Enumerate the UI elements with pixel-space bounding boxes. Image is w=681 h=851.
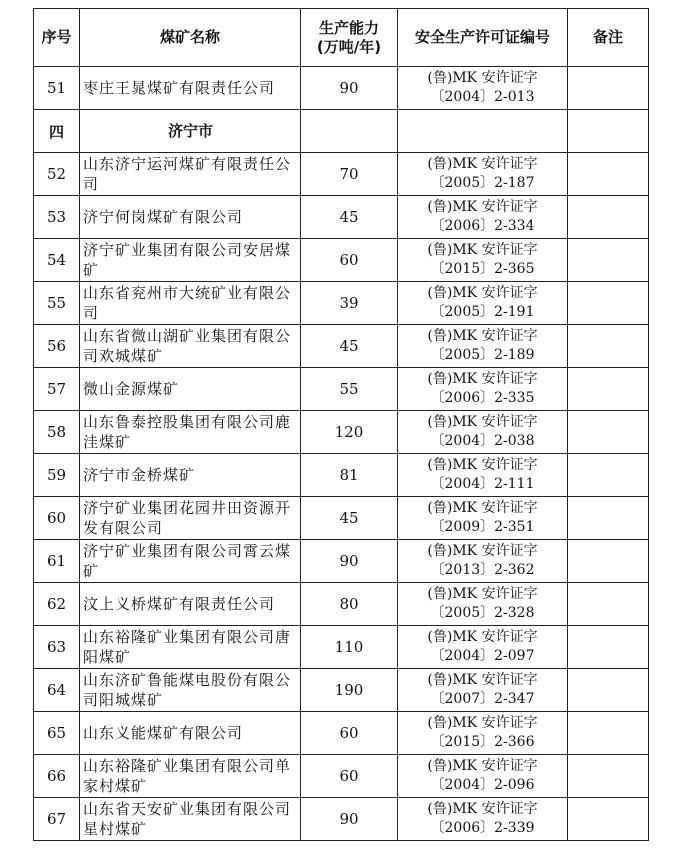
row-license [398,454,568,497]
row-license-line2: 〔2004〕2-038 [430,433,535,449]
row-note [568,755,649,798]
row-capacity: 55 [301,368,398,411]
row-license [398,153,568,196]
row-capacity: 120 [301,411,398,454]
row-license-line2: 〔2006〕2-335 [430,390,535,406]
row-capacity: 110 [301,626,398,669]
section-no: 四 [34,110,80,153]
section-row [34,110,649,153]
row-no: 67 [34,798,80,841]
row-note [568,497,649,540]
row-license-line1: (鲁)MK 安许证字 [427,629,538,645]
row-capacity: 70 [301,153,398,196]
row-license [398,798,568,841]
row-capacity: 45 [301,196,398,239]
row-no: 57 [34,368,80,411]
header-note: 备注 [568,9,649,67]
row-name: 山东裕隆矿业集团有限公司唐阳煤矿 [80,626,301,669]
row-name: 济宁矿业集团有限公司安居煤矿 [80,239,301,282]
row-name: 山东济矿鲁能煤电股份有限公司阳城煤矿 [80,669,301,712]
row-license-line1: (鲁)MK 安许证字 [427,715,538,731]
row-license [398,712,568,755]
section-license [398,110,568,153]
row-no: 58 [34,411,80,454]
row-no: 62 [34,583,80,626]
row-license-line1: (鲁)MK 安许证字 [427,500,538,516]
row-name: 山东鲁泰控股集团有限公司鹿洼煤矿 [80,411,301,454]
row-license-line1: (鲁)MK 安许证字 [427,371,538,387]
row-license-line2: 〔2007〕2-347 [430,691,535,707]
table-row [34,454,649,497]
row-license-line1: (鲁)MK 安许证字 [427,758,538,774]
row-note [568,626,649,669]
row-license-line1: (鲁)MK 安许证字 [427,70,538,86]
row-note [568,67,649,110]
header-row [34,9,649,67]
table-body [34,67,649,841]
row-name: 汶上义桥煤矿有限责任公司 [80,583,301,626]
header-capacity-line1: 生产能力 [318,18,379,37]
row-note [568,411,649,454]
row-capacity: 45 [301,497,398,540]
row-license [398,755,568,798]
row-license-line1: (鲁)MK 安许证字 [427,414,538,430]
row-license [398,368,568,411]
row-license [398,67,568,110]
row-no: 63 [34,626,80,669]
row-license [398,239,568,282]
row-license-line1: (鲁)MK 安许证字 [427,457,538,473]
row-no: 51 [34,67,80,110]
row-license-line2: 〔2005〕2-191 [430,304,535,320]
row-no: 65 [34,712,80,755]
row-license-line1: (鲁)MK 安许证字 [427,242,538,258]
header-capacity-line2: (万吨/年) [316,37,382,56]
row-capacity: 90 [301,67,398,110]
row-name: 枣庄王晁煤矿有限责任公司 [80,67,301,110]
section-capacity [301,110,398,153]
row-license [398,540,568,583]
table-row [34,798,649,841]
row-name: 山东义能煤矿有限公司 [80,712,301,755]
table-row [34,239,649,282]
row-license [398,196,568,239]
row-license [398,282,568,325]
row-license-line2: 〔2005〕2-189 [430,347,535,363]
table-row [34,540,649,583]
row-capacity: 60 [301,239,398,282]
row-capacity: 190 [301,669,398,712]
row-name: 济宁市金桥煤矿 [80,454,301,497]
row-no: 61 [34,540,80,583]
row-no: 64 [34,669,80,712]
row-no: 60 [34,497,80,540]
row-license-line1: (鲁)MK 安许证字 [427,586,538,602]
row-license-line1: (鲁)MK 安许证字 [427,543,538,559]
row-license [398,411,568,454]
row-no: 53 [34,196,80,239]
row-license-line2: 〔2004〕2-096 [430,777,535,793]
row-license-line2: 〔2006〕2-334 [430,218,535,234]
table-row [34,583,649,626]
row-note [568,669,649,712]
row-note [568,368,649,411]
row-license-line1: (鲁)MK 安许证字 [427,801,538,817]
row-name: 山东省兖州市大统矿业有限公司 [80,282,301,325]
row-no: 56 [34,325,80,368]
row-capacity: 80 [301,583,398,626]
row-license-line1: (鲁)MK 安许证字 [427,156,538,172]
row-name: 微山金源煤矿 [80,368,301,411]
row-license-line2: 〔2006〕2-339 [430,820,535,836]
table-row [34,626,649,669]
table-row [34,196,649,239]
row-note [568,798,649,841]
row-license-line1: (鲁)MK 安许证字 [427,672,538,688]
row-license [398,325,568,368]
row-note [568,712,649,755]
row-license-line1: (鲁)MK 安许证字 [427,285,538,301]
row-no: 66 [34,755,80,798]
row-note [568,239,649,282]
row-name: 山东省天安矿业集团有限公司星村煤矿 [80,798,301,841]
row-name: 山东省微山湖矿业集团有限公司欢城煤矿 [80,325,301,368]
row-license-line2: 〔2015〕2-366 [430,734,535,750]
section-note [568,110,649,153]
row-note [568,282,649,325]
section-name: 济宁市 [80,110,301,153]
row-note [568,583,649,626]
row-note [568,325,649,368]
row-license [398,669,568,712]
row-license-line2: 〔2009〕2-351 [430,519,535,535]
row-license-line2: 〔2005〕2-187 [430,175,535,191]
table-row [34,282,649,325]
table-row [34,497,649,540]
row-name: 济宁矿业集团有限公司霄云煤矿 [80,540,301,583]
table-row [34,325,649,368]
row-name: 山东济宁运河煤矿有限责任公司 [80,153,301,196]
row-license-line2: 〔2004〕2-111 [430,476,535,492]
row-note [568,196,649,239]
row-license [398,583,568,626]
row-no: 52 [34,153,80,196]
row-license-line2: 〔2004〕2-097 [430,648,535,664]
row-note [568,454,649,497]
row-license [398,497,568,540]
row-name: 济宁何岗煤矿有限公司 [80,196,301,239]
row-capacity: 60 [301,712,398,755]
table-row [34,411,649,454]
row-capacity: 90 [301,798,398,841]
table-row [34,755,649,798]
row-note [568,540,649,583]
row-license-line2: 〔2005〕2-328 [430,605,535,621]
row-name: 山东裕隆矿业集团有限公司单家村煤矿 [80,755,301,798]
row-name: 济宁矿业集团花园井田资源开发有限公司 [80,497,301,540]
row-license-line1: (鲁)MK 安许证字 [427,328,538,344]
row-no: 54 [34,239,80,282]
row-license [398,626,568,669]
table-row [34,712,649,755]
table-row [34,368,649,411]
row-note [568,153,649,196]
row-capacity: 81 [301,454,398,497]
table-row [34,67,649,110]
header-license: 安全生产许可证编号 [398,9,568,67]
row-no: 59 [34,454,80,497]
row-capacity: 45 [301,325,398,368]
row-capacity: 90 [301,540,398,583]
row-license-line2: 〔2004〕2-013 [430,89,535,105]
coal-mine-table [33,8,649,841]
header-capacity [301,9,398,67]
row-license-line2: 〔2013〕2-362 [430,562,535,578]
row-no: 55 [34,282,80,325]
row-capacity: 60 [301,755,398,798]
table-row [34,153,649,196]
header-name: 煤矿名称 [80,9,301,67]
table-row [34,669,649,712]
row-capacity: 39 [301,282,398,325]
row-license-line2: 〔2015〕2-365 [430,261,535,277]
header-no: 序号 [34,9,80,67]
row-license-line1: (鲁)MK 安许证字 [427,199,538,215]
